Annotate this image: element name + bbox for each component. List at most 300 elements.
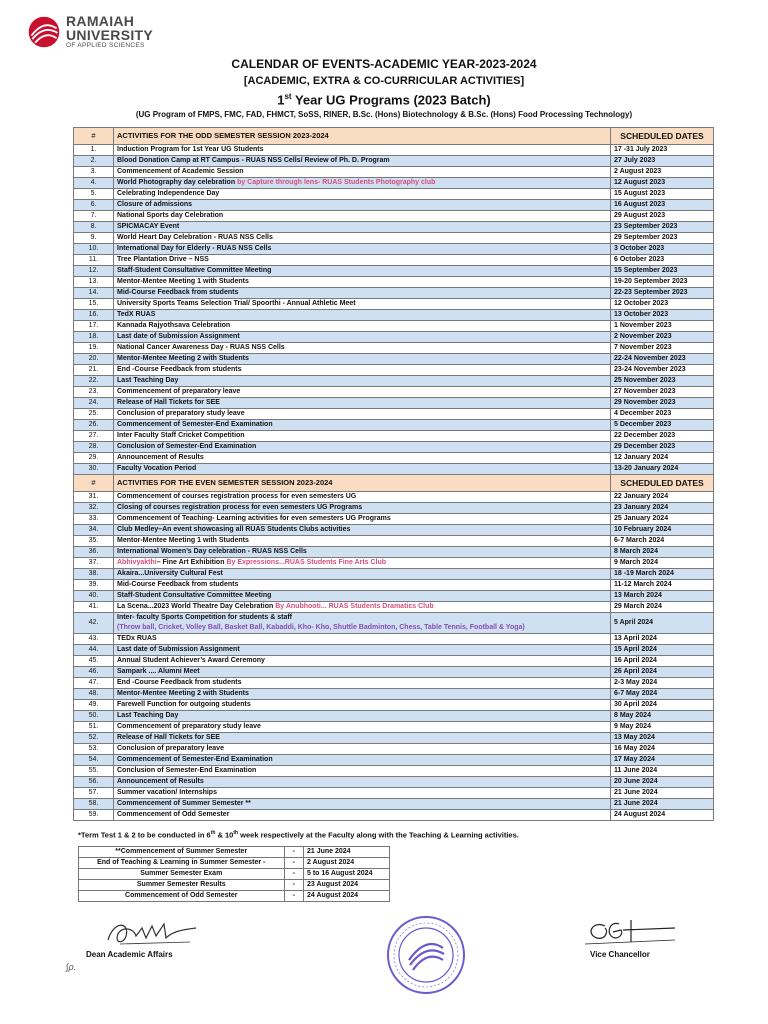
table-row: [74, 431, 714, 442]
scheduled-date: 12 August 2023: [611, 178, 714, 189]
activity-cell: [114, 711, 611, 722]
scheduled-date: 13 April 2024: [611, 634, 714, 645]
summer-dash: -: [284, 869, 303, 880]
activity-text: International Women’s Day celebration - RUAS NSS Cells: [117, 548, 307, 555]
row-number: 18.: [74, 332, 114, 343]
activity-cell: [114, 288, 611, 299]
hash-cell: #: [74, 128, 114, 145]
scheduled-date: 23-24 November 2023: [611, 365, 714, 376]
activity-cell: [114, 420, 611, 431]
row-number: 4.: [74, 178, 114, 189]
row-number: 34.: [74, 525, 114, 536]
scheduled-date: 13-20 January 2024: [611, 464, 714, 475]
activity-cell: [114, 255, 611, 266]
sports-list: (Throw ball, Cricket, Volley Ball, Basket Ball, Kabaddi, Kho- Kho, Shuttle Badminton, Chess, Table Tennis, Football & Yoga): [117, 624, 525, 631]
table-row: [74, 178, 714, 189]
row-number: 35.: [74, 536, 114, 547]
scheduled-date: 15 September 2023: [611, 266, 714, 277]
activity-cell: [114, 354, 611, 365]
table-row: [74, 777, 714, 788]
row-number: 38.: [74, 569, 114, 580]
activity-cell: [114, 145, 611, 156]
table-row: [74, 722, 714, 733]
activity-text: Announcement of Results: [117, 454, 204, 461]
activity-text: Last date of Submission Assignment: [117, 646, 240, 653]
scheduled-date: 23 September 2023: [611, 222, 714, 233]
activity-text: University Sports Teams Selection Trial/ Spoorthi - Annual Athletic Meet: [117, 300, 356, 307]
activity-text: TedX RUAS: [117, 311, 156, 318]
scheduled-date: 29 December 2023: [611, 442, 714, 453]
events-table: [73, 127, 714, 821]
table-row: [74, 788, 714, 799]
hash-cell: #: [74, 475, 114, 492]
table-row: [74, 536, 714, 547]
summer-dash: -: [284, 847, 303, 858]
activity-cell: [114, 431, 611, 442]
scheduled-date: 30 April 2024: [611, 700, 714, 711]
activity-cell: [114, 365, 611, 376]
scheduled-date: 12 January 2024: [611, 453, 714, 464]
scheduled-date: 24 August 2024: [611, 810, 714, 821]
table-row: [74, 514, 714, 525]
logo-emblem-icon: [26, 14, 62, 50]
activity-cell: [114, 321, 611, 332]
activity-text: Staff-Student Consultative Committee Meeting: [117, 267, 272, 274]
row-number: 24.: [74, 398, 114, 409]
table-row: [74, 343, 714, 354]
row-number: 15.: [74, 299, 114, 310]
scheduled-date: 11 June 2024: [611, 766, 714, 777]
table-row: [74, 365, 714, 376]
activity-cell: [114, 244, 611, 255]
summer-dash: -: [284, 891, 303, 902]
activity-text: Commencement of courses registration process for even semesters UG: [117, 493, 357, 500]
summer-row: [79, 869, 390, 880]
row-number: 57.: [74, 788, 114, 799]
scheduled-date: 2 November 2023: [611, 332, 714, 343]
scheduled-date: 10 February 2024: [611, 525, 714, 536]
table-row: [74, 656, 714, 667]
table-row: [74, 145, 714, 156]
row-number: 49.: [74, 700, 114, 711]
table-row: [74, 453, 714, 464]
table-row: [74, 332, 714, 343]
table-row: [74, 733, 714, 744]
scheduled-date: 17 -31 July 2023: [611, 145, 714, 156]
activity-text: Inter Faculty Staff Cricket Competition: [117, 432, 245, 439]
activity-text: Conclusion of preparatory study leave: [117, 410, 245, 417]
activity-cell: [114, 558, 611, 569]
table-row: [74, 525, 714, 536]
activity-cell: [114, 409, 611, 420]
table-row: [74, 700, 714, 711]
scheduled-date: 29 September 2023: [611, 233, 714, 244]
programs-line: (UG Program of FMPS, FMC, FAD, FHMCT, SoSS, RINER, B.Sc. (Hons) Biotechnology & B.Sc. (Hons) Food Processing Technology): [135, 110, 633, 119]
row-number: 20.: [74, 354, 114, 365]
scheduled-date: 27 November 2023: [611, 387, 714, 398]
logo-line-1: RAMAIAH: [66, 13, 135, 30]
table-row: [74, 689, 714, 700]
summer-date: 21 June 2024: [303, 847, 389, 858]
table-row: [74, 299, 714, 310]
activity-cell: [114, 733, 611, 744]
activity-cell: [114, 766, 611, 777]
table-row: [74, 222, 714, 233]
row-number: 30.: [74, 464, 114, 475]
scheduled-date: 21 June 2024: [611, 788, 714, 799]
scheduled-date: 29 November 2023: [611, 398, 714, 409]
batch-heading: 1st Year UG Programs (2023 Batch): [277, 92, 491, 108]
table-row: [74, 645, 714, 656]
activity-cell: [114, 167, 611, 178]
scheduled-date: 20 June 2024: [611, 777, 714, 788]
summer-label: Summer Semester Exam: [79, 869, 285, 880]
row-number: 59.: [74, 810, 114, 821]
row-number: 3.: [74, 167, 114, 178]
table-row: [74, 409, 714, 420]
activity-cell: [114, 156, 611, 167]
scheduled-dates-header: SCHEDULED DATES: [611, 475, 714, 492]
row-number: 27.: [74, 431, 114, 442]
summer-label: Commencement of Odd Semester: [79, 891, 285, 902]
row-number: 25.: [74, 409, 114, 420]
summer-row: [79, 880, 390, 891]
table-row: [74, 387, 714, 398]
activity-text: World Heart Day Celebration - RUAS NSS Cells: [117, 234, 273, 241]
table-row: [74, 376, 714, 387]
table-row: [74, 678, 714, 689]
row-number: 29.: [74, 453, 114, 464]
table-row: [74, 244, 714, 255]
table-row: [74, 464, 714, 475]
activity-cell: [114, 536, 611, 547]
summer-date: 23 August 2024: [303, 880, 389, 891]
activity-cell: [114, 810, 611, 821]
table-row: [74, 602, 714, 613]
row-number: 53.: [74, 744, 114, 755]
row-number: 12.: [74, 266, 114, 277]
scheduled-date: 9 May 2024: [611, 722, 714, 733]
activity-cell: [114, 398, 611, 409]
scheduled-date: 8 March 2024: [611, 547, 714, 558]
summer-date: 24 August 2024: [303, 891, 389, 902]
scheduled-date: 26 April 2024: [611, 667, 714, 678]
activity-text: Mentor-Mentee Meeting 1 with Students: [117, 278, 249, 285]
table-row: [74, 569, 714, 580]
table-row: [74, 492, 714, 503]
activity-text: Release of Hall Tickets for SEE: [117, 399, 220, 406]
table-row: [74, 420, 714, 431]
activity-text: World Photography day celebration: [117, 179, 238, 186]
scheduled-date: 8 May 2024: [611, 711, 714, 722]
scheduled-date: 27 July 2023: [611, 156, 714, 167]
scheduled-date: 22-24 November 2023: [611, 354, 714, 365]
row-number: 1.: [74, 145, 114, 156]
row-number: 28.: [74, 442, 114, 453]
row-number: 22.: [74, 376, 114, 387]
table-row: [74, 810, 714, 821]
row-number: 55.: [74, 766, 114, 777]
row-number: 41.: [74, 602, 114, 613]
scheduled-date: 7 November 2023: [611, 343, 714, 354]
table-row: [74, 255, 714, 266]
activity-cell: [114, 189, 611, 200]
logo-line-2: UNIVERSITY: [66, 27, 154, 44]
row-number: 23.: [74, 387, 114, 398]
activity-cell: [114, 799, 611, 810]
vice-chancellor-title: Vice Chancellor: [590, 950, 650, 959]
activity-text: Club Medley–An event showcasing all RUAS Students Clubs activities: [117, 526, 351, 533]
activity-cell: [114, 310, 611, 321]
row-number: 8.: [74, 222, 114, 233]
activity-text: Summer vacation/ Internships: [117, 789, 217, 796]
activity-text: Celebrating Independence Day: [117, 190, 220, 197]
table-row: [74, 558, 714, 569]
activity-cell: [114, 755, 611, 766]
summer-semester-table: [78, 846, 390, 902]
row-number: 26.: [74, 420, 114, 431]
page-title: CALENDAR OF EVENTS-ACADEMIC YEAR-2023-2024: [231, 57, 537, 71]
activity-text: Conclusion of preparatory leave: [117, 745, 224, 752]
row-number: 37.: [74, 558, 114, 569]
table-row: [74, 233, 714, 244]
section-header-row: [74, 475, 714, 492]
row-number: 39.: [74, 580, 114, 591]
table-row: [74, 711, 714, 722]
table-row: [74, 766, 714, 777]
dean-title: Dean Academic Affairs: [86, 950, 173, 959]
scheduled-date: 25 November 2023: [611, 376, 714, 387]
activity-text: End -Course Feedback from students: [117, 366, 242, 373]
activity-text: Conclusion of Semester-End Examination: [117, 443, 257, 450]
page-subtitle: [ACADEMIC, EXTRA & CO-CURRICULAR ACTIVITIES]: [243, 75, 525, 87]
table-row: [74, 288, 714, 299]
summer-label: End of Teaching & Learning in Summer Semester -: [79, 858, 285, 869]
row-number: 7.: [74, 211, 114, 222]
activity-cell: [114, 689, 611, 700]
scheduled-date: 17 May 2024: [611, 755, 714, 766]
row-number: 13.: [74, 277, 114, 288]
row-number: 17.: [74, 321, 114, 332]
activity-cell: [114, 722, 611, 733]
activity-cell: [114, 656, 611, 667]
activity-cell: [114, 376, 611, 387]
activity-text: International Day for Elderly - RUAS NSS Cells: [117, 245, 272, 252]
table-row: [74, 398, 714, 409]
activity-text: Induction Program for 1st Year UG Students: [117, 146, 264, 153]
scheduled-date: 3 October 2023: [611, 244, 714, 255]
activity-cell: [114, 299, 611, 310]
activity-cell: [114, 492, 611, 503]
scheduled-date: 19-20 September 2023: [611, 277, 714, 288]
table-row: [74, 503, 714, 514]
activity-cell: [114, 700, 611, 711]
activity-cell: [114, 266, 611, 277]
activity-cell: [114, 744, 611, 755]
row-number: 9.: [74, 233, 114, 244]
activity-text: Closure of admissions: [117, 201, 193, 208]
activity-text: TEDx RUAS: [117, 635, 157, 642]
activity-text: Farewell Function for outgoing students: [117, 701, 251, 708]
activity-cell: [114, 200, 611, 211]
row-number: 5.: [74, 189, 114, 200]
scheduled-date: 16 August 2023: [611, 200, 714, 211]
activity-text: End -Course Feedback from students: [117, 679, 242, 686]
activity-cell: [114, 464, 611, 475]
row-number: 46.: [74, 667, 114, 678]
activity-cell: [114, 277, 611, 288]
row-number: 42.: [74, 613, 114, 634]
scheduled-date: 16 May 2024: [611, 744, 714, 755]
activity-cell: [114, 332, 611, 343]
row-number: 16.: [74, 310, 114, 321]
row-number: 19.: [74, 343, 114, 354]
activity-text: Staff-Student Consultative Committee Meeting: [117, 592, 272, 599]
activity-cell: [114, 343, 611, 354]
club-credit: By Anubhooti... RUAS Students Dramatics Club: [275, 603, 434, 610]
section-title: ACTIVITIES FOR THE EVEN SEMESTER SESSION 2023-2024: [114, 475, 611, 492]
activity-text: Mid-Course Feedback from students: [117, 289, 239, 296]
summer-date: 2 August 2024: [303, 858, 389, 869]
activity-text: Commencement of Odd Semester: [117, 811, 230, 818]
summer-dash: -: [284, 880, 303, 891]
activity-text: Conclusion of Semester-End Examination: [117, 767, 257, 774]
table-row: [74, 156, 714, 167]
activity-text: Commencement of preparatory leave: [117, 388, 241, 395]
row-number: 51.: [74, 722, 114, 733]
activity-cell: [114, 387, 611, 398]
table-row: [74, 744, 714, 755]
table-row: [74, 354, 714, 365]
row-number: 48.: [74, 689, 114, 700]
scheduled-date: 13 October 2023: [611, 310, 714, 321]
row-number: 21.: [74, 365, 114, 376]
scheduled-date: 22-23 September 2023: [611, 288, 714, 299]
table-row: [74, 580, 714, 591]
scheduled-date: 22 December 2023: [611, 431, 714, 442]
summer-row: [79, 891, 390, 902]
activity-text: Mentor-Mentee Meeting 1 with Students: [117, 537, 249, 544]
summer-date: 5 to 16 August 2024: [303, 869, 389, 880]
table-row: [74, 591, 714, 602]
term-test-note: *Term Test 1 & 2 to be conducted in 6th & 10th week respectively at the Faculty along with the Teaching & Learning activities.: [78, 830, 519, 840]
activity-text: Announcement of Results: [117, 778, 204, 785]
table-row: [74, 266, 714, 277]
activity-text: Commencement of Semester-End Examination: [117, 756, 273, 763]
activity-text: Annual Student Achiever’s Award Ceremony: [117, 657, 265, 664]
activity-cell: [114, 211, 611, 222]
activity-cell: [114, 634, 611, 645]
activity-cell: [114, 222, 611, 233]
scheduled-date: 9 March 2024: [611, 558, 714, 569]
summer-label: **Commencement of Summer Semester: [79, 847, 285, 858]
activity-text: Commencement of preparatory study leave: [117, 723, 261, 730]
activity-cell: [114, 547, 611, 558]
activity-cell: [114, 613, 611, 634]
row-number: 50.: [74, 711, 114, 722]
activity-cell: [114, 525, 611, 536]
activity-text: Closing of courses registration process for even semesters UG Programs: [117, 504, 363, 511]
row-number: 14.: [74, 288, 114, 299]
scheduled-date: 22 January 2024: [611, 492, 714, 503]
activity-text: Sampark .... Alumni Meet: [117, 668, 200, 675]
initials-mark: ∫ρ.: [66, 962, 77, 972]
activity-cell: [114, 667, 611, 678]
scheduled-date: 6-7 May 2024: [611, 689, 714, 700]
vice-chancellor-signature-icon: [575, 916, 685, 952]
table-row: [74, 200, 714, 211]
activity-text: Mid-Course Feedback from students: [117, 581, 239, 588]
row-number: 44.: [74, 645, 114, 656]
scheduled-date: 11-12 March 2024: [611, 580, 714, 591]
activity-text: Commencement of Summer Semester **: [117, 800, 251, 807]
table-row: [74, 211, 714, 222]
scheduled-date: 13 March 2024: [611, 591, 714, 602]
activity-text: Tree Plantation Drive – NSS: [117, 256, 209, 263]
scheduled-date: 23 January 2024: [611, 503, 714, 514]
row-number: 56.: [74, 777, 114, 788]
table-row: [74, 547, 714, 558]
table-row: [74, 755, 714, 766]
activity-cell: [114, 580, 611, 591]
table-row: [74, 799, 714, 810]
activity-cell: [114, 777, 611, 788]
scheduled-date: 4 December 2023: [611, 409, 714, 420]
table-row: [74, 613, 714, 634]
scheduled-date: 12 October 2023: [611, 299, 714, 310]
summer-row: [79, 847, 390, 858]
activity-text: Inter- faculty Sports Competition for students & staff: [117, 614, 293, 621]
activity-cell: [114, 503, 611, 514]
activity-text: National Cancer Awareness Day - RUAS NSS Cells: [117, 344, 285, 351]
activity-cell: [114, 514, 611, 525]
row-number: 36.: [74, 547, 114, 558]
scheduled-date: 5 December 2023: [611, 420, 714, 431]
activity-cell: [114, 591, 611, 602]
row-number: 45.: [74, 656, 114, 667]
row-number: 54.: [74, 755, 114, 766]
activity-cell: [114, 453, 611, 464]
summer-label: Summer Semester Results: [79, 880, 285, 891]
club-credit: By Expressions...RUAS Students Fine Arts Club: [226, 559, 387, 566]
summer-row: [79, 858, 390, 869]
activity-text: Last date of Submission Assignment: [117, 333, 240, 340]
activity-cell: [114, 678, 611, 689]
row-number: 47.: [74, 678, 114, 689]
table-row: [74, 667, 714, 678]
activity-cell: [114, 178, 611, 189]
row-number: 10.: [74, 244, 114, 255]
activity-highlight: Abhivyakthi: [117, 559, 157, 566]
activity-text: – Fine Art Exhibition: [156, 559, 227, 566]
activity-text: Faculty Vocation Period: [117, 465, 197, 472]
scheduled-date: 16 April 2024: [611, 656, 714, 667]
activity-text: Commencement of Teaching- Learning activities for even semesters UG Programs: [117, 515, 391, 522]
club-credit: by Capture through lens- RUAS Students Photography club: [237, 179, 436, 186]
activity-text: National Sports day Celebration: [117, 212, 224, 219]
activity-text: Commencement of Academic Session: [117, 168, 244, 175]
activity-text: Blood Donation Camp at RT Campus - RUAS NSS Cells/ Review of Ph. D. Program: [117, 157, 390, 164]
row-number: 43.: [74, 634, 114, 645]
section-title: ACTIVITIES FOR THE ODD SEMESTER SESSION 2023-2024: [114, 128, 611, 145]
activity-cell: [114, 602, 611, 613]
activity-text: Kannada Rajyothsava Celebration: [117, 322, 231, 329]
scheduled-date: 2-3 May 2024: [611, 678, 714, 689]
scheduled-date: 2 August 2023: [611, 167, 714, 178]
table-row: [74, 442, 714, 453]
activity-text: Akaira...University Cultural Fest: [117, 570, 223, 577]
scheduled-date: 15 April 2024: [611, 645, 714, 656]
